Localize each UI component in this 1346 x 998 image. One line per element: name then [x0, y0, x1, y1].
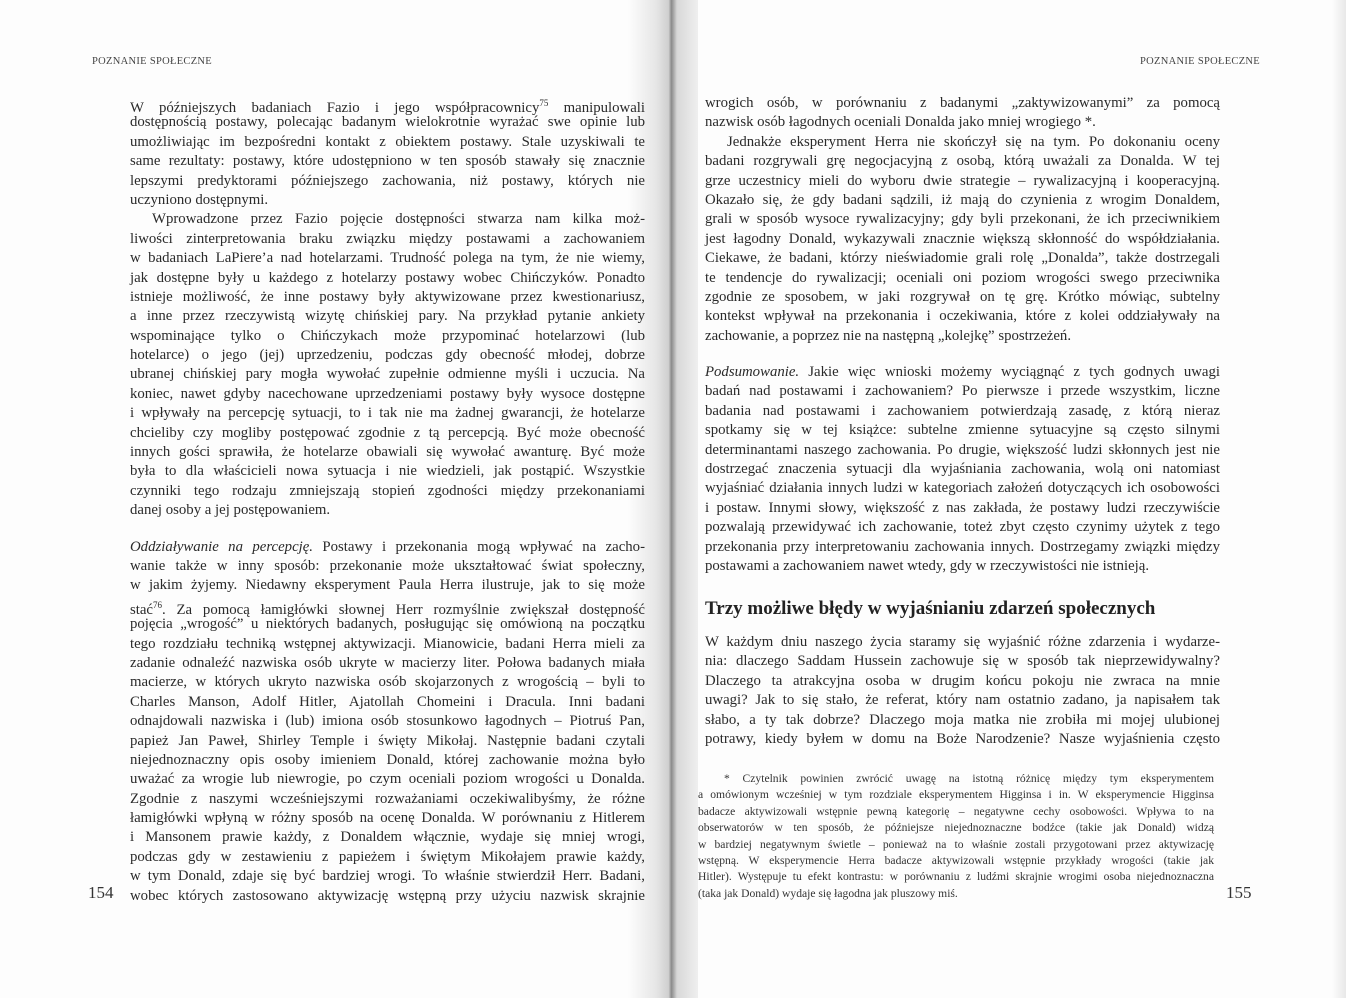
footnote-reference: 76	[153, 599, 163, 610]
right-page-body-top	[705, 94, 1220, 576]
page-edge	[1332, 0, 1346, 998]
text-line: w tym Donald, zdaje się być bardziej wrogi. To właśnie stwierdził Herr. Badani,	[130, 868, 645, 885]
text-line: papież Jan Paweł, Shirley Temple i święty Mikołaj. Następnie badani czytali	[130, 732, 645, 749]
text-line: nia: dlaczego Saddam Hussein zachowuje się w sposób tak nieprzewidywalny?	[705, 653, 1220, 670]
text-line: * Czytelnik powinien zwrócić uwagę na istotną różnicę między tym eksperymentem	[724, 772, 1214, 785]
text-line: innych gości sprawiła, że hotelarze obawiali się wywołać awanturę. Być może	[130, 444, 645, 461]
footnote-reference: 75	[539, 98, 549, 108]
text-line: badacze aktywizowali wstępnie pewną kategorię – negatywne cechy osobowości. Wpływa to na	[698, 804, 1214, 818]
text-line: czynniki tego rodzaju zmniejszają stopień zgodności między przekonaniami	[130, 482, 645, 499]
text-line: i wpływały na percepcję sytuacji, to i tak nie ma żadnej gwarancji, że hotelarze	[130, 405, 645, 422]
text-line: jak dostępne były u każdego z hotelarzy postawy wobec Chińczyków. Ponadto	[130, 269, 645, 286]
italic-run-in-heading: Podsumowanie.	[705, 364, 800, 381]
text-line: chcieliby czy mogliby postępować zgodnie z tą percepcją. Być może obecność	[130, 424, 645, 441]
text-line: ubranej chińskiej pary mogła wywołać zupełnie odmienne myśli i uczucia. Na	[130, 366, 645, 383]
text-line: istnieje możliwość, że inne postawy były aktywizowane przez kwestionariusz,	[130, 288, 645, 305]
text-line: zachowanie, a poprzez nie na następną „kolejkę” spostrzeżeń.	[705, 327, 1072, 344]
paragraph-gap	[130, 521, 645, 538]
page-number-left: 154	[88, 883, 114, 902]
text-run: W późniejszych badaniach Fazio i jego współpracownicy	[130, 100, 540, 116]
text-line: a omówionym wcześniej w tym rozdziale eksperymentem Higginsa i in. W eksperymencie Higginsa	[698, 788, 1214, 802]
paragraph-gap	[705, 346, 1220, 363]
text-run: Jakie więc wnioski możemy wyciągnąć z tych godnych uwagi	[799, 364, 1220, 381]
text-line: pozwalają przewidywać ich zachowanie, toteż zbyt często czynimy użytek z tego	[705, 519, 1220, 536]
text-line: przekonania przy interpretowaniu zachowania innych. Dostrzegamy związki między	[705, 538, 1220, 555]
text-line	[705, 363, 1220, 382]
text-line: hotelarce) o jego (jej) uprzedzeniu, podczas gdy obecność młodej, dobrze	[130, 347, 645, 364]
text-line: w bardziej negatywnym świetle – ponieważ na to właśnie zostali przygotowani przez aktywizację	[698, 837, 1214, 851]
text-line	[130, 538, 645, 557]
text-line: koniec, nawet gdyby nacechowane uprzedzeniami postawy były wysoce dostępne	[130, 385, 645, 402]
text-line: badani rozgrywali grę negocjacyjną z osobą, którą uważali za Donalda. W tej	[705, 153, 1220, 170]
text-line: wstępną. W eksperymencie Herra badacze aktywizowali wstępnie przykłady wrogości (takie jak	[698, 853, 1214, 867]
text-line: potrawy, kiedy byłem w domu na Boże Narodzenie? Nasze wyjaśnienia często	[705, 730, 1220, 747]
text-line	[130, 596, 645, 618]
text-run: stać	[130, 601, 154, 618]
text-line: nazwisk osób łagodnych oceniali Donalda jako mniej wrogiego *.	[705, 114, 1096, 131]
text-line: badań nad postawami i zachowaniem? Po pierwsze i przede wszystkim, liczne	[705, 383, 1220, 400]
text-line: danej osoby a jej postępowaniem.	[130, 502, 331, 519]
text-line: tego rozdziału techniką wstępnej aktywizacji. Mianowicie, badani Herra mieli za	[130, 635, 645, 652]
text-line: macierze, w których ukryto nazwiska osób skojarzonych z wrogością – byli to	[130, 674, 645, 691]
text-line: Zgodnie z naszymi wcześniejszymi rozważaniami oczekiwalibyśmy, że różne	[130, 790, 645, 807]
text-line: dostrzegać znaczenia sytuacji dla wyjaśniania zachowania, wolą oni natomiast	[705, 461, 1220, 478]
text-run: . Za pomocą łamigłówki słownej Herr rozmyślnie zwiększał dostępność	[162, 601, 645, 618]
text-line: umożliwiając im bezpośredni kontakt z obiektem postawy. Stale uzyskiwali te	[130, 133, 645, 150]
text-line: łamigłówki wpłyną w różny sposób na ocenę Donalda. W porównaniu z Hitlerem	[130, 810, 645, 827]
text-line: i postaw. Innymi słowy, większość z nas zakłada, że postawy ludzi rzeczywiście	[705, 499, 1220, 516]
text-line: liwości zinterpretowania braku związku między postawami a zachowaniem	[130, 230, 645, 247]
text-line: W każdym dniu naszego życia staramy się wyjaśnić różne zdarzenia i wydarze-	[705, 634, 1220, 650]
text-run: manipulowali	[548, 100, 645, 116]
text-line: grze uczestnicy mieli do wyboru dwie strategie – rywalizacyjną i kooperacyjną.	[705, 172, 1220, 189]
italic-run-in-heading: Oddziaływanie na percepcję.	[130, 538, 314, 555]
text-line: wrogich osób, w porównaniu z badanymi „zaktywizowanymi” za pomocą	[705, 95, 1220, 111]
text-line: grali w sposób wysoce rywalizacyjny; gdy byli przekonani, że ich przeciwnikiem	[705, 211, 1220, 228]
text-line: (taka jak Donald) wydaje się łagodna jak pluszowy miś.	[698, 886, 958, 900]
text-line: Jednakże eksperyment Herra nie skończył się na tym. Po dokonaniu oceny	[727, 133, 1220, 150]
text-line: lepszymi predyktorami późniejszego zachowania, niż postawy, których nie	[130, 172, 645, 189]
text-line: Ciekawe, że badani, którzy nieświadomie grali rolę „Donalda”, także dostrzegali	[705, 250, 1220, 267]
text-line: uważać za wrogie lub niewrogie, po czym oceniali poziom wrogości u Donalda.	[130, 771, 645, 788]
text-line: uwagi? Jak to się stało, że referat, który nam ostatnio zadano, ja napisałem tak	[705, 692, 1220, 709]
text-line: obserwatorów w ten sposób, że późniejsze niejednoznaczne bodźce (takie jak Donald) widzą	[698, 821, 1214, 835]
text-line: słabo, a ty tak dobrze? Dlaczego moja matka nie zrobiła mi mojej ulubionej	[705, 711, 1220, 728]
footnote	[698, 771, 1214, 902]
section-heading: Trzy możliwe błędy w wyjaśnianiu zdarzeń społecznych	[705, 598, 1156, 619]
text-line: była to dla właścicieli nowa sytuacja i nie wiedzieli, jak postąpić. Wszystkie	[130, 463, 645, 480]
text-line: Okazało się, że gdy badani sądzili, iż mają do czynienia z wrogim Donaldem,	[705, 191, 1220, 208]
text-line: Dlaczego ta atrakcyjna osoba w drugim końcu pokoju nie zwraca na mnie	[705, 672, 1220, 689]
text-line: w jakim żyjemy. Niedawny eksperyment Paula Herra ilustruje, jak to się może	[130, 577, 645, 594]
text-line: w badaniach LaPiere’a nad hotelarzami. Trudność polega na tym, że nie wiemy,	[130, 250, 645, 267]
right-page-body-bottom	[705, 633, 1220, 749]
text-line: determinantami naszego zachowania. Po drugie, większość ludzi skłonnych jest nie	[705, 441, 1220, 458]
text-line: niejednoznaczny opis osoby imieniem Donald, której zachowanie można było	[130, 751, 645, 768]
text-line: same rezultaty: postawy, które udostępniono w ten sposób stawały się znacznie	[130, 153, 645, 170]
text-line: wobec których zastosowano aktywizację wstępną przy użyciu nazwisk skrajnie	[130, 887, 645, 904]
text-line: wanie także w inny sposób: przekonanie może ukształtować świat społeczny,	[130, 557, 645, 574]
text-line: spotkamy się w tej książce: subtelne zmienne sytuacyjne są często silnymi	[705, 422, 1220, 439]
text-line: uczyniono dostępnymi.	[130, 191, 269, 208]
running-head-left: POZNANIE SPOŁECZNE	[92, 56, 213, 67]
text-line: odnajdowali nazwiska i (lub) imiona osób stosunkowo łagodnych – Piotruś Pan,	[130, 713, 645, 730]
left-page-body	[130, 94, 645, 906]
running-head-right: POZNANIE SPOŁECZNE	[1140, 56, 1261, 67]
text-line: badania nad postawami i zachowaniem potwierdzają zasadę, z którą nieraz	[705, 402, 1220, 419]
text-run: Postawy i przekonania mogą wpływać na zacho-	[313, 538, 646, 555]
text-line: podczas gdy w zestawieniu z papieżem i świętym Mikołajem prawie każdy,	[130, 848, 645, 865]
text-line: zadanie odnaleźć nazwiska osób ukryte w macierzy liter. Połowa badanych miała	[130, 654, 645, 671]
text-line: dostępnością postawy, polecając badanym wielokrotnie wyrażać swe opinie lub	[130, 114, 645, 131]
page-number-right: 155	[1226, 883, 1252, 902]
text-line: Charles Manson, Adolf Hitler, Ajatollah Chomeini i Dracula. Inni badani	[130, 693, 645, 710]
text-line: a inne przez rzeczywistą wizytę chińskiej pary. Na przykład pytanie ankiety	[130, 308, 645, 325]
text-line: i Mansonem prawie każdy, z Donaldem włącznie, wydaje się mniej wrogi,	[130, 829, 645, 846]
text-line: Wprowadzone przez Fazio pojęcie dostępności stwarza nam kilka moż-	[152, 211, 645, 228]
text-line: jest łagodny Donald, wykazywali znacznie większą skłonność do współdziałania.	[705, 230, 1220, 247]
text-line: wspominające tylko o Chińczykach może przypominać hotelarzowi (lub	[130, 327, 645, 344]
text-line: Hitler). Występuje tu efekt kontrastu: w porównaniu z ludźmi skrajnie wrogimi osoba niejednoznaczna	[698, 870, 1214, 884]
text-line	[130, 94, 645, 116]
text-line: pojęcia „wrogość” u niektórych badanych, posługując się omówioną na początku	[130, 616, 645, 633]
text-line: postawami a zachowaniem nawet wtedy, gdy w rzeczywistości nie istnieją.	[705, 557, 1150, 574]
text-line: wyjaśniać działania innych ludzi w kategoriach założeń dotyczących ich osobowości	[705, 480, 1220, 497]
text-line: zgodnie ze sposobem, w jaki rozgrywał on tę grę. Krótko mówiąc, subtelny	[705, 288, 1220, 305]
text-line: te tendencje do rywalizacji; oceniali oni poziom wrogości swego przeciwnika	[705, 269, 1220, 286]
text-line: kontekst wpływał na przekonania i oczekiwania, które z kolei oddziaływały na	[705, 308, 1220, 325]
